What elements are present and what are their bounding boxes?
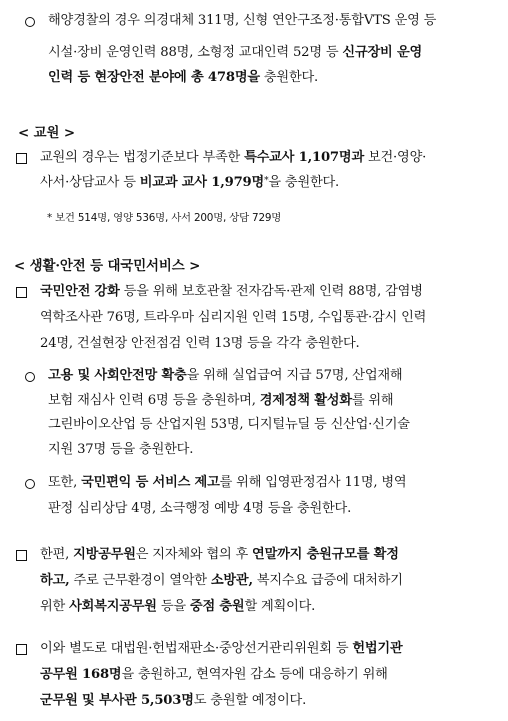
p2-line-2: 사서·상담교사 등 비교과 교사 1,979명*을 충원한다. — [40, 175, 340, 190]
square-bullet-icon — [16, 153, 27, 164]
p1-line-1: 해양경찰의 경우 의경대체 311명, 신형 연안구조정·통합VTS 운영 등 — [48, 13, 437, 28]
p7-line-2: 공무원 168명을 충원하고, 현역자원 감소 등에 대응하기 위해 — [40, 667, 388, 682]
p3-line-1: 국민안전 강화 등을 위해 보호관찰 전자감독·관제 인력 88명, 감염병 — [40, 284, 423, 299]
p2-line-1: 교원의 경우는 법정기준보다 부족한 특수교사 1,107명과 보건·영양· — [40, 150, 427, 165]
p3-line-2: 역학조사관 76명, 트라우마 심리지원 인력 15명, 수입통관·감시 인력 — [40, 310, 427, 325]
p3-line-3: 24명, 건설현장 안전점검 인력 13명 등을 각각 충원한다. — [40, 336, 360, 351]
p1-line-3: 인력 등 현장안전 분야에 총 478명을 충원한다. — [48, 70, 319, 85]
p4-line-1: 고용 및 사회안전망 확충을 위해 실업급여 지급 57명, 산업재해 — [48, 368, 403, 383]
square-bullet-icon — [16, 550, 27, 561]
p6-line-2: 하고, 주로 근무환경이 열악한 소방관, 복지수요 급증에 대처하기 — [40, 573, 403, 588]
p7-line-1: 이와 별도로 대법원·헌법재판소·중앙선거관리위원회 등 헌법기관 — [40, 641, 403, 656]
p4-line-3: 그린바이오산업 등 산업지원 53명, 디지털뉴딜 등 신산업·신기술 — [48, 417, 410, 432]
square-bullet-icon — [16, 287, 27, 298]
p6-line-3: 위한 사회복지공무원 등을 중점 충원할 계획이다. — [40, 599, 316, 614]
section-header-teachers: < 교원 > — [18, 125, 76, 141]
footnote-teacher-breakdown: * 보건 514명, 영양 536명, 사서 200명, 상담 729명 — [47, 212, 282, 224]
circle-bullet-icon — [25, 17, 35, 27]
p5-line-2: 판정 심리상담 4명, 소극행정 예방 4명 등을 충원한다. — [48, 501, 352, 516]
p7-line-3: 군무원 및 부사관 5,503명도 충원할 예정이다. — [40, 693, 307, 708]
circle-bullet-icon — [25, 372, 35, 382]
p4-line-4: 지원 37명 등을 충원한다. — [48, 442, 194, 457]
p4-line-2: 보험 재심사 인력 6명 등을 충원하며, 경제정책 활성화를 위해 — [48, 393, 394, 408]
section-header-services: < 생활·안전 등 대국민서비스 > — [14, 258, 201, 274]
p1-line-2: 시설·장비 운영인력 88명, 소형정 교대인력 52명 등 신규장비 운영 — [48, 45, 423, 60]
p6-line-1: 한편, 지방공무원은 지자체와 협의 후 연말까지 충원규모를 확정 — [40, 547, 399, 562]
square-bullet-icon — [16, 644, 27, 655]
p5-line-1: 또한, 국민편익 등 서비스 제고를 위해 입영판정검사 11명, 병역 — [48, 475, 407, 490]
circle-bullet-icon — [25, 479, 35, 489]
